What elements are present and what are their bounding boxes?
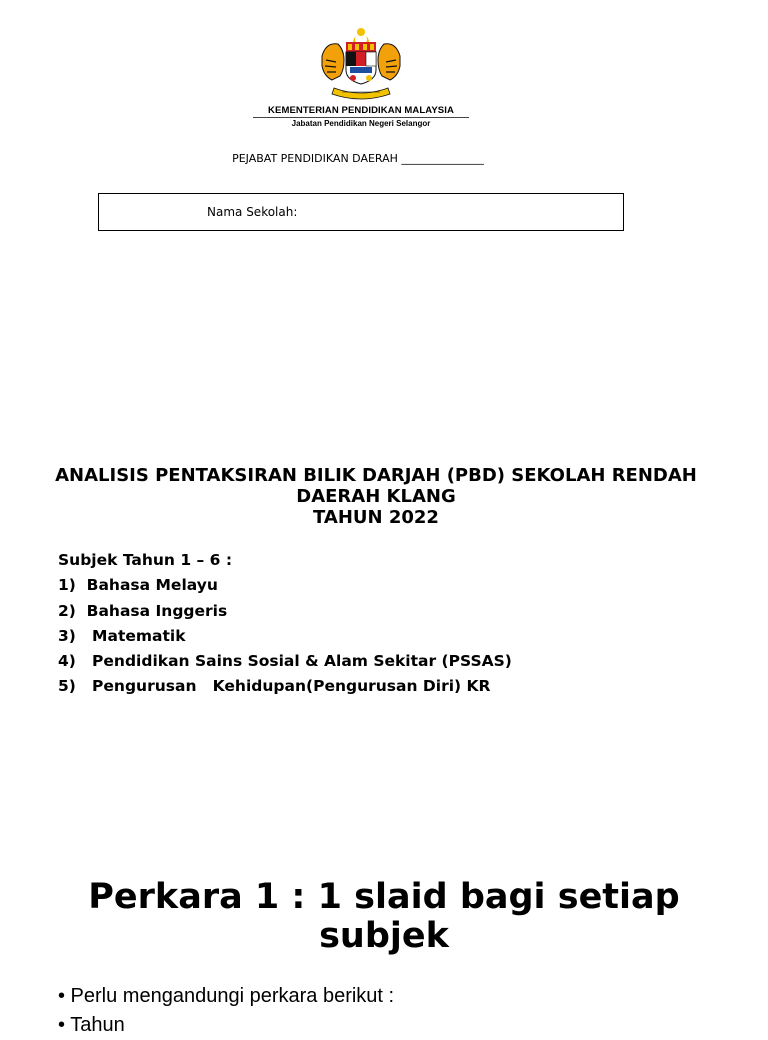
ministry-header: [253, 105, 469, 128]
bullet-list: [58, 982, 394, 1040]
title-line-1: ANALISIS PENTAKSIRAN BILIK DARJAH (PBD) SEKOLAH RENDAH: [55, 465, 697, 486]
bullet-item: • Perlu mengandungi perkara berikut :: [58, 985, 395, 1007]
subject-item: 5) Pengurusan Kehidupan(Pengurusan Diri) KR: [58, 677, 491, 696]
slide-heading-line-1: Perkara 1 : 1 slaid bagi setiap: [88, 877, 680, 917]
subject-item: 3) Matematik: [58, 626, 186, 645]
title-line-2: DAERAH KLANG: [296, 486, 456, 507]
department-name: Jabatan Pendidikan Negeri Selangor: [291, 119, 431, 128]
slide-heading-line-2: subjek: [319, 916, 449, 956]
slide-heading: [0, 878, 768, 956]
district-office-line: PEJABAT PENDIDIKAN DAERAH _______________: [232, 152, 484, 165]
title-line-3: TAHUN 2022: [313, 507, 439, 528]
ministry-name: KEMENTERIAN PENDIDIKAN MALAYSIA: [268, 105, 454, 116]
subject-list: [58, 548, 512, 700]
bullet-item: • Tahun: [58, 1014, 125, 1036]
subject-item: 2) Bahasa Inggeris: [58, 601, 228, 620]
coat-of-arms-icon: [312, 26, 410, 102]
subject-item: 1) Bahasa Melayu: [58, 576, 218, 595]
subject-item: 4) Pendidikan Sains Sosial & Alam Sekitar (PSSAS): [58, 652, 512, 671]
header-divider: [253, 117, 469, 118]
subject-list-heading: Subjek Tahun 1 – 6 :: [58, 551, 233, 569]
school-name-label: Nama Sekolah:: [207, 205, 298, 219]
school-name-field[interactable]: [98, 193, 624, 231]
document-title: [0, 465, 752, 528]
